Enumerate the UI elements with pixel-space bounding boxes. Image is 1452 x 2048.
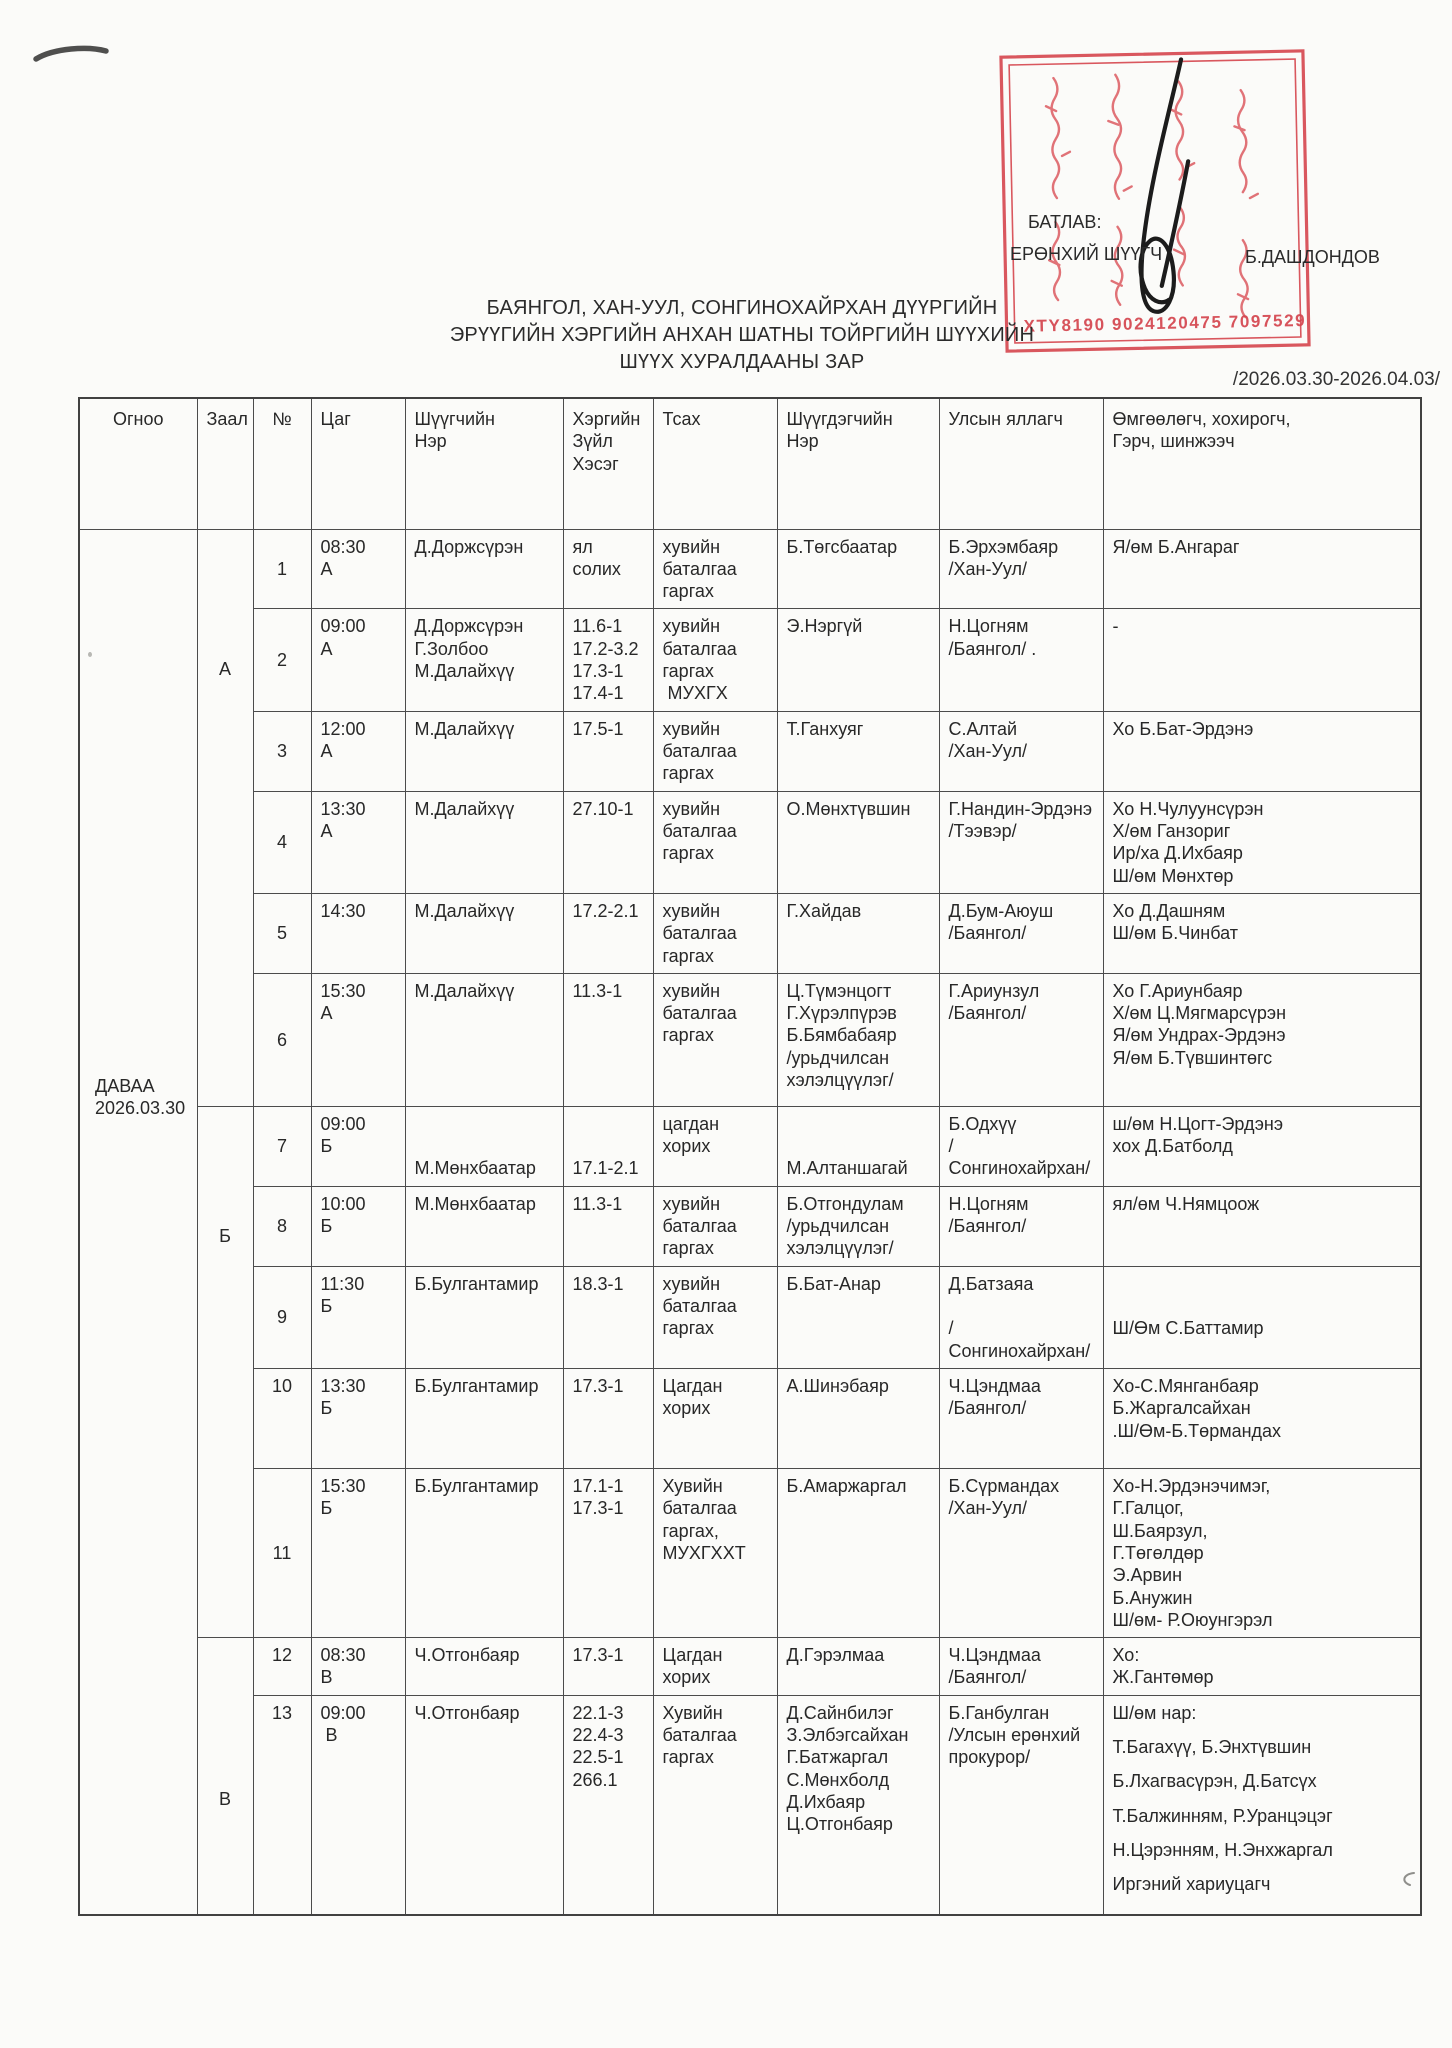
- title-line-1: БАЯНГОЛ, ХАН-УУЛ, СОНГИНОХАЙРХАН ДҮҮРГИЙН: [486, 297, 998, 319]
- cell-lawyer: Хо-С.Мянганбаяр Б.Жаргалсайхан .Ш/Өм-Б.Төрмандах: [1103, 1368, 1421, 1468]
- cell-prosecutor: Д.Бум-Аюуш /Баянгол/: [939, 893, 1103, 973]
- cell-time: 10:00 Б: [311, 1186, 405, 1266]
- column-header: Цаг: [311, 398, 405, 529]
- column-header: Заал: [197, 398, 253, 529]
- cell-tsah: хувийн баталгаа гаргах: [653, 973, 777, 1106]
- cell-defendant: М.Алтаншагай: [777, 1106, 939, 1186]
- cell-prosecutor: Ч.Цэндмаа /Баянгол/: [939, 1368, 1103, 1468]
- mongolian-script-columns: [1045, 72, 1260, 321]
- document-title: [32, 295, 1452, 376]
- column-header: Огноо: [79, 398, 197, 529]
- cell-number: 12: [253, 1638, 311, 1696]
- cell-defendant: Э.Нэргүй: [777, 609, 939, 711]
- cell-number: 11: [253, 1468, 311, 1637]
- cell-judge: Б.Булгантамир: [405, 1468, 563, 1637]
- schedule-table: [78, 397, 1422, 1916]
- cell-judge: Б.Булгантамир: [405, 1368, 563, 1468]
- cell-judge: Б.Булгантамир: [405, 1266, 563, 1368]
- cell-hall: В: [197, 1638, 253, 1915]
- cell-time: 12:00 А: [311, 711, 405, 791]
- cell-judge: М.Далайхүү: [405, 973, 563, 1106]
- cell-defendant: Б.Бат-Анар: [777, 1266, 939, 1368]
- cell-lawyer: Ш/Өм С.Баттамир: [1103, 1266, 1421, 1368]
- cell-defendant: Д.Сайнбилэг З.Элбэгсайхан Г.Батжаргал С.Мөнхболд Д.Ихбаяр Ц.Отгонбаяр: [777, 1695, 939, 1914]
- cell-article: 11.3-1: [563, 1186, 653, 1266]
- cell-article: 18.3-1: [563, 1266, 653, 1368]
- cell-number: 3: [253, 711, 311, 791]
- column-header: Шүүгчийн Нэр: [405, 398, 563, 529]
- cell-prosecutor: Б.Одхүү /Сонгинохайрхан/: [939, 1106, 1103, 1186]
- cell-article: 17.3-1: [563, 1638, 653, 1696]
- cell-tsah: хувийн баталгаа гаргах: [653, 1186, 777, 1266]
- cell-number: 2: [253, 609, 311, 711]
- cell-lawyer: Хо: Ж.Гантөмөр: [1103, 1638, 1421, 1696]
- cell-defendant: Б.Отгондулам /урьдчилсан хэлэлцүүлэг/: [777, 1186, 939, 1266]
- cell-tsah: Хувийн баталгаа гаргах, МУХГХХТ: [653, 1468, 777, 1637]
- cell-time: 08:30 В: [311, 1638, 405, 1696]
- cell-lawyer: ш/өм Н.Цогт-Эрдэнэ хох Д.Батболд: [1103, 1106, 1421, 1186]
- cell-lawyer: ял/өм Ч.Нямцоож: [1103, 1186, 1421, 1266]
- cell-defendant: Ц.Түмэнцогт Г.Хүрэлпүрэв Б.Бямбабаяр /урьдчилсан хэлэлцүүлэг/: [777, 973, 939, 1106]
- cell-judge: М.Далайхүү: [405, 893, 563, 973]
- cell-lawyer: -: [1103, 609, 1421, 711]
- table-row: [79, 1266, 1421, 1368]
- cell-defendant: Б.Амаржаргал: [777, 1468, 939, 1637]
- cell-lawyer: Хо-Н.Эрдэнэчимэг, Г.Галцог, Ш.Баярзул, Г.Төгөлдөр Э.Арвин Б.Анужин Ш/өм- Р.Оюунгэрэл: [1103, 1468, 1421, 1637]
- cell-hall: Б: [197, 1106, 253, 1637]
- cell-tsah: хувийн баталгаа гаргах МУХГХ: [653, 609, 777, 711]
- table-row: [79, 973, 1421, 1106]
- column-header: Шүүгдэгчийн Нэр: [777, 398, 939, 529]
- cell-defendant: Т.Ганхуяг: [777, 711, 939, 791]
- cell-time: 09:00 В: [311, 1695, 405, 1914]
- pen-mark: [30, 42, 114, 70]
- cell-time: 11:30 Б: [311, 1266, 405, 1368]
- cell-tsah: Цагдан хорих: [653, 1638, 777, 1696]
- cell-number: 6: [253, 973, 311, 1106]
- cell-article: 27.10-1: [563, 791, 653, 893]
- cell-number: 8: [253, 1186, 311, 1266]
- cell-prosecutor: С.Алтай /Хан-Уул/: [939, 711, 1103, 791]
- cell-tsah: хувийн баталгаа гаргах: [653, 1266, 777, 1368]
- cell-time: 08:30 А: [311, 529, 405, 609]
- cell-time: 15:30 Б: [311, 1468, 405, 1637]
- cell-number: 7: [253, 1106, 311, 1186]
- cell-tsah: Цагдан хорих: [653, 1368, 777, 1468]
- cell-article: 17.5-1: [563, 711, 653, 791]
- approval-label: БАТЛАВ:: [1028, 212, 1102, 232]
- cell-tsah: Хувийн баталгаа гаргах: [653, 1695, 777, 1914]
- cell-article: 17.3-1: [563, 1368, 653, 1468]
- table-row: [79, 1695, 1421, 1914]
- stamp-serial-number: XTY8190 9024120475 7097529: [1023, 310, 1307, 336]
- cell-prosecutor: Н.Цогням /Баянгол/: [939, 1186, 1103, 1266]
- signature: [1136, 59, 1191, 312]
- cell-number: 4: [253, 791, 311, 893]
- column-header: Улсын яллагч: [939, 398, 1103, 529]
- cell-prosecutor: Г.Ариунзул /Баянгол/: [939, 973, 1103, 1106]
- cell-article: 17.2-2.1: [563, 893, 653, 973]
- header-row: [79, 398, 1421, 529]
- cell-number: 10: [253, 1368, 311, 1468]
- table-row: [79, 893, 1421, 973]
- table-row: [79, 529, 1421, 609]
- schedule-table-body: [79, 529, 1421, 1915]
- cell-lawyer: Хо Н.Чулуунсүрэн Х/өм Ганзориг Ир/ха Д.Ихбаяр Ш/өм Мөнхтөр: [1103, 791, 1421, 893]
- cell-judge: М.Мөнхбаатар: [405, 1106, 563, 1186]
- chief-judge-label: ЕРӨНХИЙ ШҮҮГЧ: [1010, 244, 1163, 264]
- cell-time: 15:30 А: [311, 973, 405, 1106]
- table-row: [79, 791, 1421, 893]
- cell-time: 13:30 А: [311, 791, 405, 893]
- cell-prosecutor: Б.Эрхэмбаяр /Хан-Уул/: [939, 529, 1103, 609]
- cell-prosecutor: Б.Ганбулган /Улсын ерөнхий прокурор/: [939, 1695, 1103, 1914]
- cell-judge: М.Далайхүү: [405, 791, 563, 893]
- cell-article: 17.1-1 17.3-1: [563, 1468, 653, 1637]
- table-row: [79, 1106, 1421, 1186]
- cell-judge: Д.Доржсүрэн: [405, 529, 563, 609]
- cell-tsah: цагдан хорих: [653, 1106, 777, 1186]
- schedule-table-head: [79, 398, 1421, 529]
- cell-judge: Ч.Отгонбаяр: [405, 1695, 563, 1914]
- cell-article: 17.1-2.1: [563, 1106, 653, 1186]
- table-row: [79, 1638, 1421, 1696]
- table-row: [79, 1468, 1421, 1637]
- cell-lawyer: Я/өм Б.Ангараг: [1103, 529, 1421, 609]
- cell-lawyer: Хо Д.Дашням Ш/өм Б.Чинбат: [1103, 893, 1421, 973]
- cell-number: 9: [253, 1266, 311, 1368]
- week-date-range: /2026.03.30-2026.04.03/: [1232, 369, 1440, 390]
- table-row: [79, 609, 1421, 711]
- cell-number: 5: [253, 893, 311, 973]
- cell-tsah: хувийн баталгаа гаргах: [653, 893, 777, 973]
- cell-defendant: Д.Гэрэлмаа: [777, 1638, 939, 1696]
- cell-time: 09:00 А: [311, 609, 405, 711]
- cell-time: 09:00 Б: [311, 1106, 405, 1186]
- cell-prosecutor: Ч.Цэндмаа /Баянгол/: [939, 1638, 1103, 1696]
- cell-article: ял солих: [563, 529, 653, 609]
- cell-judge: М.Далайхүү: [405, 711, 563, 791]
- table-row: [79, 711, 1421, 791]
- cell-tsah: хувийн баталгаа гаргах: [653, 529, 777, 609]
- cell-prosecutor: Б.Сүрмандах /Хан-Уул/: [939, 1468, 1103, 1637]
- cell-article: 22.1-3 22.4-3 22.5-1 266.1: [563, 1695, 653, 1914]
- column-header: №: [253, 398, 311, 529]
- cell-date: ДАВАА 2026.03.30: [79, 529, 197, 1915]
- cell-lawyer: Хо Б.Бат-Эрдэнэ: [1103, 711, 1421, 791]
- table-row: [79, 1368, 1421, 1468]
- cell-defendant: А.Шинэбаяр: [777, 1368, 939, 1468]
- cell-time: 14:30: [311, 893, 405, 973]
- cell-judge: М.Мөнхбаатар: [405, 1186, 563, 1266]
- cell-defendant: О.Мөнхтүвшин: [777, 791, 939, 893]
- cell-judge: Д.Доржсүрэн Г.Золбоо М.Далайхүү: [405, 609, 563, 711]
- cell-number: 1: [253, 529, 311, 609]
- cell-article: 11.3-1: [563, 973, 653, 1106]
- cell-lawyer: Ш/өм нар: Т.Багахүү, Б.Энхтүвшин Б.Лхагвасүрэн, Д.Батсүх Т.Балжинням, Р.Уранцэцэг Н.Цэрэнням, Н.Энхжаргал Иргэний хариуцагч: [1103, 1695, 1421, 1914]
- column-header: Өмгөөлөгч, хохирогч, Гэрч, шинжээч: [1103, 398, 1421, 529]
- schedule-table-wrap: [78, 397, 1422, 1916]
- table-row: [79, 1186, 1421, 1266]
- cell-prosecutor: Г.Нандин-Эрдэнэ /Тээвэр/: [939, 791, 1103, 893]
- cell-defendant: Б.Төгсбаатар: [777, 529, 939, 609]
- cell-prosecutor: Н.Цогням /Баянгол/ .: [939, 609, 1103, 711]
- cell-time: 13:30 Б: [311, 1368, 405, 1468]
- chief-judge-name: Б.ДАШДОНДОВ: [1245, 247, 1380, 267]
- cell-tsah: хувийн баталгаа гаргах: [653, 711, 777, 791]
- cell-prosecutor: Д.Батзаяа /Сонгинохайрхан/: [939, 1266, 1103, 1368]
- cell-article: 11.6-1 17.2-3.2 17.3-1 17.4-1: [563, 609, 653, 711]
- cell-hall: А: [197, 529, 253, 1106]
- column-header: Хэргийн Зүйл Хэсэг: [563, 398, 653, 529]
- cell-tsah: хувийн баталгаа гаргах: [653, 791, 777, 893]
- title-line-2: ЭРҮҮГИЙН ХЭРГИЙН АНХАН ШАТНЫ ТОЙРГИЙН ШҮҮХИЙН: [449, 324, 1035, 346]
- cell-number: 13: [253, 1695, 311, 1914]
- cell-defendant: Г.Хайдав: [777, 893, 939, 973]
- cell-lawyer: Хо Г.Ариунбаяр Х/өм Ц.Мягмарсүрэн Я/өм Ундрах-Эрдэнэ Я/өм Б.Түвшинтөгс: [1103, 973, 1421, 1106]
- cell-judge: Ч.Отгонбаяр: [405, 1638, 563, 1696]
- title-line-3: ШҮҮХ ХУРАЛДААНЫ ЗАР: [619, 351, 865, 373]
- column-header: Тсах: [653, 398, 777, 529]
